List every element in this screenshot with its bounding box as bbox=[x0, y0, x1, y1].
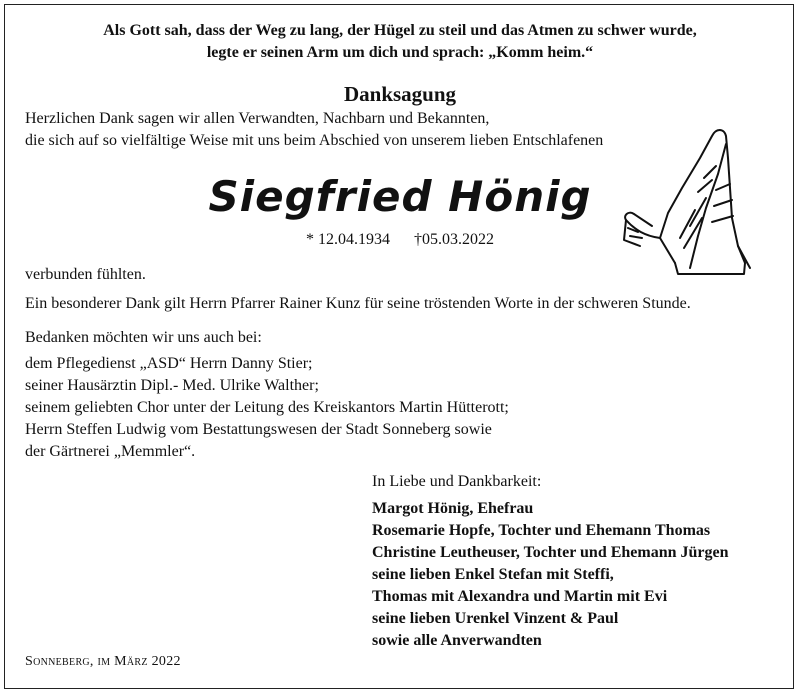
signatory: Margot Hönig, Ehefrau bbox=[372, 500, 534, 517]
intro-line-1: Herzlichen Dank sagen wir allen Verwandten, Nachbarn und Bekannten, bbox=[25, 110, 490, 127]
intro-line-2: die sich auf so vielfältige Weise mit uns beim Abschied von unserem lieben Entschlafenen bbox=[25, 132, 604, 149]
birth-date: * 12.04.1934 bbox=[306, 231, 390, 248]
signatory: seine lieben Urenkel Vinzent & Paul bbox=[372, 610, 619, 627]
deceased-name: Siegfried Hönig bbox=[208, 172, 592, 221]
life-dates bbox=[0, 231, 800, 249]
place-and-date: Sonneberg, im März 2022 bbox=[25, 654, 181, 669]
death-date: †05.03.2022 bbox=[414, 231, 494, 248]
notice-title: Danksagung bbox=[343, 82, 457, 106]
pastor-thanks: Ein besonderer Dank gilt Herrn Pfarrer Rainer Kunz für seine tröstenden Worte in der schweren Stunde. bbox=[25, 295, 691, 312]
thanks-item: seiner Hausärztin Dipl.- Med. Ulrike Walther; bbox=[25, 377, 319, 394]
thanks-item: seinem geliebten Chor unter der Leitung des Kreiskantors Martin Hütterott; bbox=[25, 399, 509, 416]
connected-line: verbunden fühlten. bbox=[25, 266, 146, 283]
motto-line-2: legte er seinen Arm um dich und sprach: „Komm heim.“ bbox=[206, 44, 594, 61]
signatory: seine lieben Enkel Stefan mit Steffi, bbox=[372, 566, 614, 583]
signatory: Thomas mit Alexandra und Martin mit Evi bbox=[372, 588, 668, 605]
thanks-item: dem Pflegedienst „ASD“ Herrn Danny Stier; bbox=[25, 355, 313, 372]
motto-line-1: Als Gott sah, dass der Weg zu lang, der Hügel zu steil und das Atmen zu schwer wurde, bbox=[103, 22, 697, 39]
signatory: Rosemarie Hopfe, Tochter und Ehemann Thomas bbox=[372, 522, 711, 539]
signatory: Christine Leutheuser, Tochter und Ehemann Jürgen bbox=[372, 544, 729, 561]
thanks-item: der Gärtnerei „Memmler“. bbox=[25, 443, 196, 460]
thanks-intro: Bedanken möchten wir uns auch bei: bbox=[25, 329, 262, 346]
signature-intro: In Liebe und Dankbarkeit: bbox=[372, 473, 542, 490]
thanks-item: Herrn Steffen Ludwig vom Bestattungswesen der Stadt Sonneberg sowie bbox=[25, 421, 492, 438]
signatory: sowie alle Anverwandten bbox=[372, 632, 542, 649]
